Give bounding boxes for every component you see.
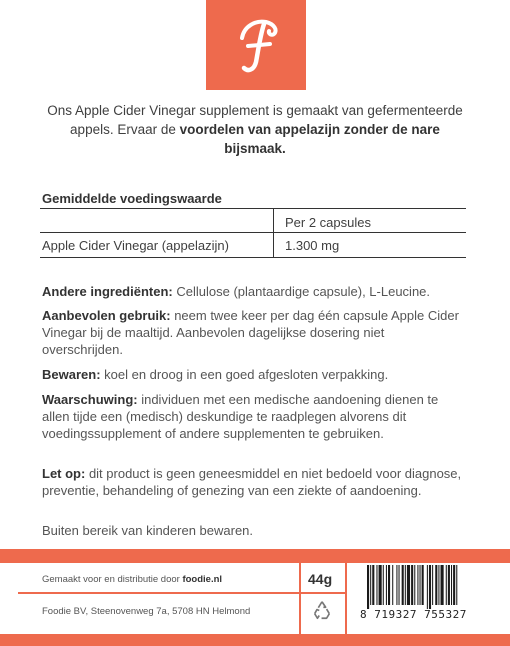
barcode-bar	[414, 565, 415, 605]
note-label: Let op:	[42, 466, 86, 481]
footer-divider-v1	[299, 563, 301, 634]
ingredients-label: Andere ingrediënten:	[42, 284, 173, 299]
table-row-value: 1.300 mg	[285, 238, 340, 253]
warning-paragraph	[42, 391, 468, 442]
barcode-number: 8 719327 755327	[360, 608, 467, 621]
table-row-name: Apple Cider Vinegar (appelazijn)	[42, 238, 229, 253]
footer-bar-bottom	[0, 634, 510, 646]
barcode-bar	[435, 565, 437, 605]
note-paragraph	[42, 465, 468, 499]
nutrition-table	[40, 208, 466, 258]
company-address: Foodie BV, Steenovenweg 7a, 5708 HN Helmond	[42, 606, 251, 617]
usage-label: Aanbevolen gebruik:	[42, 308, 171, 323]
barcode-bar	[399, 565, 400, 605]
footer-divider-h	[18, 592, 345, 594]
table-divider	[273, 208, 274, 258]
foodie-logo-icon	[206, 0, 306, 90]
barcode-bar	[396, 565, 397, 605]
barcode-bar	[383, 565, 384, 605]
table-line-top	[40, 208, 466, 209]
barcode-bar	[420, 565, 421, 605]
barcode-bar	[441, 565, 444, 605]
footer-bar-top	[0, 549, 510, 563]
barcode-bar	[448, 565, 450, 605]
barcode-bars	[366, 565, 490, 609]
barcode-bar	[453, 565, 455, 605]
storage-text: koel en droog in een goed afgesloten verpakking.	[100, 367, 389, 382]
net-weight: 44g	[308, 571, 333, 587]
usage-paragraph	[42, 307, 468, 358]
note-text: dit product is geen geneesmiddel en niet bedoeld voor diagnose, preventie, behandeling of genezing van een ziekte of aandoening.	[42, 466, 462, 498]
brand-logo	[206, 0, 306, 90]
made-for-text	[42, 574, 222, 585]
barcode-bar	[367, 565, 369, 609]
intro-text	[40, 101, 470, 158]
ingredients-paragraph	[42, 283, 468, 300]
children-paragraph: Buiten bereik van kinderen bewaren.	[42, 523, 254, 538]
recycle-icon	[311, 599, 333, 621]
ingredients-text: Cellulose (plantaardige capsule), L-Leucine.	[172, 284, 431, 299]
table-header-per-serving: Per 2 capsules	[285, 215, 371, 230]
barcode-bar	[429, 565, 431, 609]
barcode-bar	[407, 565, 410, 605]
intro-regular: Ons Apple Cider Vinegar supplement is gemaakt van gefermenteerde appels. Ervaar de	[47, 103, 463, 137]
warning-text: individuen met een medische aandoening dienen te allen tijde een (medisch) deskundige te raadplegen alvorens dit voedingssupplement of andere supplementen te gebruiken.	[42, 392, 439, 441]
barcode-bar	[432, 565, 433, 605]
barcode-bar	[417, 565, 418, 605]
table-line-middle	[40, 232, 466, 233]
barcode-bar	[372, 565, 374, 605]
barcode-bar	[451, 565, 452, 605]
barcode-bar	[438, 565, 439, 605]
barcode-bar	[402, 565, 404, 605]
storage-paragraph	[42, 366, 468, 383]
warning-label: Waarschuwing:	[42, 392, 138, 407]
nutrition-title: Gemiddelde voedingswaarde	[42, 191, 222, 206]
barcode-bar	[370, 565, 371, 605]
made-for-label: Gemaakt voor en distributie door	[42, 574, 183, 585]
footer-divider-v2	[345, 563, 347, 634]
barcode-bar	[392, 565, 393, 605]
barcode-bar	[405, 565, 406, 605]
barcode-bar	[379, 565, 382, 605]
barcode-bar	[456, 565, 457, 605]
barcode-bar	[422, 565, 424, 605]
storage-label: Bewaren:	[42, 367, 101, 382]
barcode-bar	[376, 565, 377, 605]
barcode-bar	[411, 565, 413, 605]
barcode-bar	[386, 565, 387, 605]
barcode-bar	[388, 565, 390, 605]
barcode-bar	[446, 565, 447, 605]
barcode-bar	[427, 565, 428, 609]
intro-bold: voordelen van appelazijn zonder de nare bijsmaak.	[179, 122, 440, 156]
made-for-brand: foodie.nl	[182, 574, 223, 585]
table-line-bottom	[40, 257, 466, 258]
usage-text: neem twee keer per dag één capsule Apple Cider Vinegar bij de maaltijd. Aanbevolen dagelijkse dosering niet overschrijden.	[42, 308, 459, 357]
